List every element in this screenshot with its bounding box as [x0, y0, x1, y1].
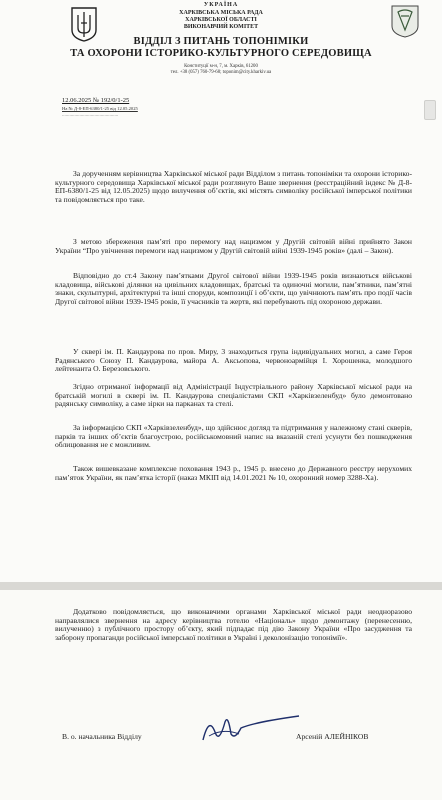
- signer-name: Арсеній АЛЕЙНІКОВ: [296, 732, 369, 741]
- paragraph-7: Також вишевказане комплексне поховання 1943 р., 1945 р. внесено до Державного реєстру нерухомих пам’яток України, як пам’ятка історії (наказ МКІП від 14.01.2021 № 10, охоронний номер 3288-Ха).: [55, 464, 412, 482]
- signer-title: В. о. начальника Відділу: [62, 732, 142, 741]
- paragraph-2: З метою збереження пам’яті про перемогу над нацизмом у Другій світовій війні прийнято Закон України “Про увічнення перемоги над нацизмом у Другій світовій війні 1939-1945 років» (далі – Закон).: [55, 237, 412, 255]
- paragraph-6: За інформацією СКП «Харківзеленбуд», що здійснює догляд та підтримання у належному стані скверів, парків та інших об’єктів благоустрою, російськомовний напис на вказаній стелі усунути без пошкодження облицювання не є можливим.: [55, 423, 412, 450]
- letter-page-2: [0, 590, 442, 800]
- paragraph-1: За дорученням керівництва Харківської міської ради Відділом з питань топоніміки та охорони історико-культурного середовища Харківської міської ради розглянуто Ваше звернення (реєстраційний індекс № Д-8-ЕП-6380/1-25 від 12.05.2025) щодо вилучення об’єктів, які містять символіку російської імперської політики та повідомляється про таке.: [55, 169, 412, 205]
- country-label: УКРАЇНА: [203, 2, 239, 8]
- paragraph-3: Відповідно до ст.4 Закону пам’ятками Другої світової війни 1939-1945 років визнаються військові кладовища, військові ділянки на цивільних кладовищах, братські та одиночні могили, пам’ятники, пам’ятні знаки, скульптурні, архітектурні та інші споруди, композиції і об’єкти, що увічнюють пам’ять про події часів Другої світової війни 1939-1945 років, її учасників та жертв, які перебувають під охороною держави.: [55, 271, 412, 307]
- department-title: ВІДДІЛ З ПИТАНЬ ТОПОНІМІКИ ТА ОХОРОНИ ІСТОРИКО-КУЛЬТУРНОГО СЕРЕДОВИЩА: [70, 36, 372, 59]
- paragraph-5: Згідно отриманої інформації від Адміністрації Індустріального району Харківської міської ради на братській могилі в сквері ім. П. Кандаурова спеціалістами СКП «Харківзеленбуд» було демонтовано радянську символіку, а саме зірки на парканах та стелі.: [55, 382, 412, 409]
- incoming-reference: На № Д-8-ЕП-6380/1-25 від 12.05.2025: [62, 106, 138, 111]
- scroll-handle[interactable]: [424, 100, 436, 120]
- city-emblem-icon: [390, 4, 420, 38]
- addressee-placeholder: .............................................: [62, 113, 119, 118]
- signature-icon: [195, 710, 305, 750]
- department-address: Конституції м-н, 7, м. Харків, 61200 тел. +38 (057) 760-79-68; toponim@city.kharkiv.ua: [170, 64, 272, 75]
- paragraph-8: Додатково повідомляється, що виконавчими органами Харківської міської ради неодноразово направлялися звернення на адресу керівництва готелю «Національ» щодо демонтажу (перенесенню, вилученню) з публічного простору об’єкту, який підпадає під дію Закону України «Про засудження та заборону пропаганди російської імперської політики в Україні і деколонізацію топонімії».: [55, 607, 412, 643]
- council-name: ХАРКІВСЬКА МІСЬКА РАДА ХАРКІВСЬКОЇ ОБЛАСТІ ВИКОНАВЧИЙ КОМІТЕТ: [179, 10, 263, 30]
- page-separator: [0, 582, 442, 590]
- outgoing-number: 12.06.2025 № 192/0/1-25: [62, 97, 130, 104]
- paragraph-4: У сквері ім. П. Кандаурова по пров. Миру, 3 знаходиться група індивідуальних могил, а саме Героя Радянського Союзу П. Кандаурова, майора А. Аксьопова, червоноармійця І. Хорошенка, молодшого лейтенанта О. Березовського.: [55, 347, 412, 374]
